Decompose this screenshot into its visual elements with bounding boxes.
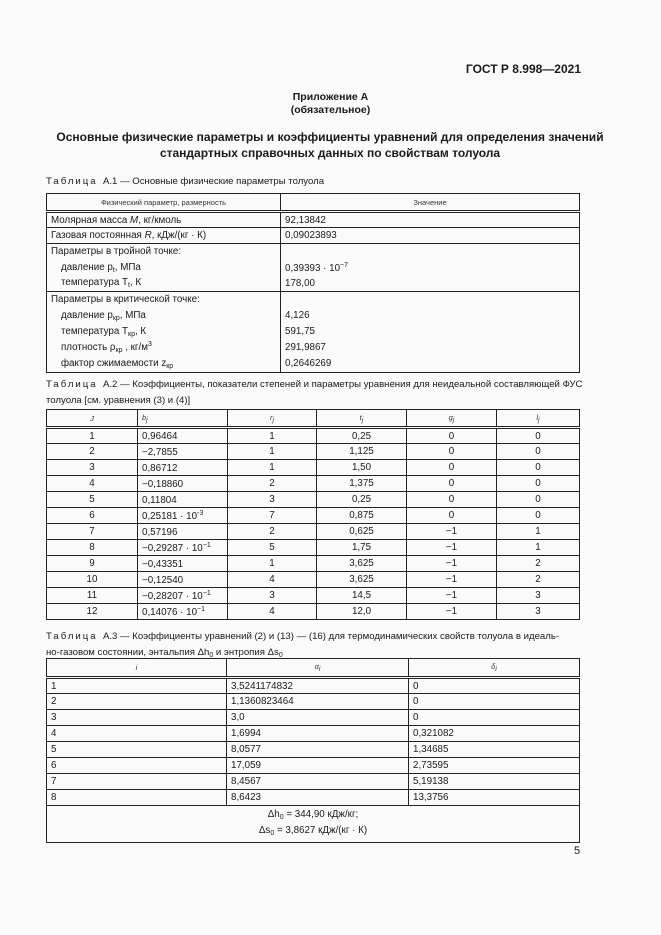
cell-t: 3,625 [317, 572, 407, 588]
param-cell: Молярная масса M, кг/кмоль [47, 212, 281, 228]
table-row [47, 212, 580, 228]
table-row [47, 774, 580, 790]
table-row [47, 492, 580, 508]
cell-i: 6 [47, 758, 227, 774]
param-cell: давление $p_t$, МПа [47, 260, 281, 276]
table-row [47, 556, 580, 572]
cell-b: −2,7855 [138, 444, 228, 460]
cell-t: 1,50 [317, 460, 407, 476]
column-header: Значение [281, 194, 580, 212]
cell-g: −1 [407, 540, 497, 556]
table-row [47, 678, 580, 694]
cell-b: 0,11804 [138, 492, 228, 508]
cell-j: 10 [47, 572, 138, 588]
table-row [47, 540, 580, 556]
table-row [47, 340, 580, 356]
value-cell: 92,13842 [281, 212, 580, 228]
cell-i: 1 [47, 678, 227, 694]
section-title-line2: стандартных справочных данных по свойствам толуола [159, 146, 501, 160]
annex-status: (обязательное) [290, 104, 371, 116]
cell-r: 5 [228, 540, 317, 556]
cell-r: 4 [228, 572, 317, 588]
column-header-g: $g_j$ [407, 410, 497, 428]
cell-r: 4 [228, 604, 317, 620]
value-cell: 0,2646269 [281, 356, 580, 373]
cell-t: 0,25 [317, 492, 407, 508]
table-row [47, 428, 580, 444]
cell-alpha: 1,6994 [227, 726, 409, 742]
cell-j: 7 [47, 524, 138, 540]
table-row [47, 588, 580, 604]
cell-g: −1 [407, 524, 497, 540]
caption-text: А.2 — Коэффициенты, показатели степеней и параметры уравнения для неидеальной составляющей ФУС толуола [см. уравнения (3) и (4)] [46, 379, 583, 406]
cell-l: 3 [497, 588, 580, 604]
column-header-r: $r_j$ [228, 410, 317, 428]
cell-l: 1 [497, 540, 580, 556]
column-header-t: $t_j$ [317, 410, 407, 428]
cell-alpha: 1,1360823464 [227, 694, 409, 710]
cell-g: 0 [407, 428, 497, 444]
column-header-l: $l_j$ [497, 410, 580, 428]
cell-g: 0 [407, 460, 497, 476]
cell-delta: 5,19138 [409, 774, 580, 790]
cell-b: 0,96464 [138, 428, 228, 444]
cell-b: $-0,28207 \cdot 10^{-1}$ [138, 588, 228, 604]
cell-delta: 13,3756 [409, 790, 580, 806]
table-row [47, 476, 580, 492]
cell-j: 8 [47, 540, 138, 556]
value-cell: 0,09023893 [281, 228, 580, 244]
cell-alpha: 17,059 [227, 758, 409, 774]
cell-t: 0,875 [317, 508, 407, 524]
cell-b: 0,86712 [138, 460, 228, 476]
caption-prefix: Таблица [46, 379, 98, 390]
cell-j: 3 [47, 460, 138, 476]
cell-delta: 0 [409, 694, 580, 710]
cell-g: 0 [407, 508, 497, 524]
value-cell: 291,9867 [281, 340, 580, 356]
table-row [47, 444, 580, 460]
cell-t: 1,375 [317, 476, 407, 492]
cell-delta: 2,73595 [409, 758, 580, 774]
param-cell: температура $T_{кр}$, К [47, 324, 281, 340]
section-title-line1: Основные физические параметры и коэффициенты уравнений для определения значений [56, 130, 604, 144]
column-header-alpha: $\alpha_i$ [227, 659, 409, 678]
cell-j: 12 [47, 604, 138, 620]
cell-t: 1,75 [317, 540, 407, 556]
table-row [47, 292, 580, 308]
document-id: ГОСТ Р 8.998—2021 [465, 62, 581, 76]
table-row [47, 742, 580, 758]
cell-j: 4 [47, 476, 138, 492]
cell-g: −1 [407, 588, 497, 604]
table-footer [47, 806, 580, 843]
cell-j: 9 [47, 556, 138, 572]
cell-j: 1 [47, 428, 138, 444]
cell-i: 8 [47, 790, 227, 806]
param-cell: температура $T_t$, К [47, 276, 281, 292]
table-row [47, 604, 580, 620]
table-row [47, 228, 580, 244]
cell-r: 3 [228, 492, 317, 508]
cell-g: −1 [407, 604, 497, 620]
cell-g: 0 [407, 444, 497, 460]
table-a2 [46, 409, 580, 620]
table-row [47, 276, 580, 292]
value-cell: 591,75 [281, 324, 580, 340]
caption-text: А.1 — Основные физические параметры толуола [102, 176, 325, 187]
cell-l: 0 [497, 444, 580, 460]
cell-delta: 0 [409, 678, 580, 694]
value-cell: $0,39393 \cdot 10^{-7}$ [281, 260, 580, 276]
cell-delta: 0,321082 [409, 726, 580, 742]
entropy-value: $\Delta s_0 = 3,8627$ кДж/(кг · К) [258, 825, 368, 837]
cell-j: 5 [47, 492, 138, 508]
cell-i: 3 [47, 710, 227, 726]
column-header-i: i [47, 659, 227, 678]
cell-i: 2 [47, 694, 227, 710]
cell-j: 6 [47, 508, 138, 524]
cell-b: 0,57196 [138, 524, 228, 540]
cell-b: $0,25181 \cdot 10^{-3}$ [138, 508, 228, 524]
group-title: Параметры в критической точке: [47, 292, 281, 308]
cell-l: 0 [497, 492, 580, 508]
table-a1-caption [46, 174, 586, 190]
cell-r: 2 [228, 476, 317, 492]
table-row [47, 508, 580, 524]
table-row [47, 710, 580, 726]
table-row [47, 324, 580, 340]
cell-l: 2 [497, 572, 580, 588]
caption-prefix: Таблица [46, 176, 98, 187]
table-row [47, 572, 580, 588]
cell-i: 7 [47, 774, 227, 790]
table-row [47, 790, 580, 806]
value-cell: 4,126 [281, 308, 580, 324]
cell-l: 2 [497, 556, 580, 572]
cell-b: $-0,29287 \cdot 10^{-1}$ [138, 540, 228, 556]
table-row [47, 244, 580, 260]
param-cell: плотность $\rho_{кр}$ , $кг/м^3$ [47, 340, 281, 356]
cell-r: 1 [228, 556, 317, 572]
cell-alpha: 3,0 [227, 710, 409, 726]
enthalpy-value: $\Delta h_0 = 344,90$ кДж/кг; [267, 809, 359, 821]
cell-r: 1 [228, 460, 317, 476]
cell-i: 5 [47, 742, 227, 758]
cell-alpha: 8,6423 [227, 790, 409, 806]
cell-g: 0 [407, 476, 497, 492]
column-header: Физический параметр, размерность [47, 194, 281, 212]
table-row [47, 260, 580, 276]
cell-l: 0 [497, 508, 580, 524]
param-cell: Газовая постоянная R, кДж/(кг · К) [47, 228, 281, 244]
value-cell: 178,00 [281, 276, 580, 292]
cell-l: 0 [497, 460, 580, 476]
cell-j: 2 [47, 444, 138, 460]
table-row [47, 308, 580, 324]
caption-text-line2: но-газовом состоянии, энтальпия $\Delta h_0$ и энтропия $\Delta s_0$ [46, 647, 283, 659]
cell-b: −0,18860 [138, 476, 228, 492]
cell-alpha: 8,4567 [227, 774, 409, 790]
table-row [47, 758, 580, 774]
cell-g: 0 [407, 492, 497, 508]
cell-r: 1 [228, 444, 317, 460]
cell-r: 7 [228, 508, 317, 524]
table-a1 [46, 193, 580, 373]
table-row [47, 524, 580, 540]
cell-l: 1 [497, 524, 580, 540]
param-cell: давление $p_{кр}$, МПа [47, 308, 281, 324]
cell-i: 4 [47, 726, 227, 742]
cell-l: 0 [497, 476, 580, 492]
caption-prefix: Таблица [46, 631, 98, 642]
cell-delta: 0 [409, 710, 580, 726]
column-header-b: $b_j$ [138, 410, 228, 428]
cell-g: −1 [407, 556, 497, 572]
cell-b: −0,43351 [138, 556, 228, 572]
cell-t: 14,5 [317, 588, 407, 604]
annex-title: Приложение А [292, 91, 369, 103]
cell-l: 0 [497, 428, 580, 444]
cell-r: 3 [228, 588, 317, 604]
cell-b: −0,12540 [138, 572, 228, 588]
cell-j: 11 [47, 588, 138, 604]
cell-g: −1 [407, 572, 497, 588]
table-a3 [46, 658, 580, 843]
cell-r: 1 [228, 428, 317, 444]
cell-l: 3 [497, 604, 580, 620]
param-cell: фактор сжимаемости $z_{кр}$ [47, 356, 281, 373]
cell-t: 12,0 [317, 604, 407, 620]
column-header-delta: $\delta_i$ [409, 659, 580, 678]
cell-r: 2 [228, 524, 317, 540]
group-title: Параметры в тройной точке: [47, 244, 281, 260]
table-row [47, 726, 580, 742]
table-row [47, 460, 580, 476]
table-row [47, 694, 580, 710]
cell-t: 0,625 [317, 524, 407, 540]
cell-t: 3,625 [317, 556, 407, 572]
table-row [47, 356, 580, 373]
cell-alpha: 8,0577 [227, 742, 409, 758]
cell-b: $0,14076 \cdot 10^{-1}$ [138, 604, 228, 620]
cell-t: 1,125 [317, 444, 407, 460]
page-number: 5 [574, 845, 581, 857]
section-title [40, 129, 620, 161]
cell-delta: 1,34685 [409, 742, 580, 758]
cell-alpha: 3,5241174832 [227, 678, 409, 694]
table-a2-caption [46, 377, 586, 409]
caption-text-line1: А.3 — Коэффициенты уравнений (2) и (13) — (16) для термодинамических свойств толуола в идеаль- [102, 631, 560, 642]
column-header-j: J [47, 410, 138, 428]
cell-t: 0,25 [317, 428, 407, 444]
footer-cell [47, 806, 580, 843]
